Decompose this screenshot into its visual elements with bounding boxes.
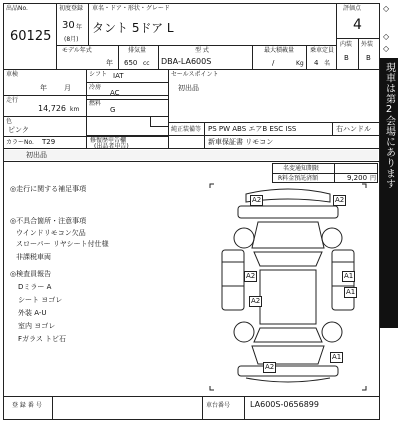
damage-mark: A2 [246,272,256,280]
recycle-label: R料金預託済額 [278,175,319,182]
damage-mark: A1 [332,353,342,361]
side-mark: ◇ [383,4,390,13]
warranty: 新車保証書 リモコン [208,138,274,146]
interior-label: 内装 [340,41,353,48]
damage-mark: A2 [265,363,275,371]
score-label: 評価点 [343,5,362,12]
color-no: T29 [42,138,56,146]
reg-no-label: 登 録 番 号 [12,402,42,409]
color-no-label: カラーNo. [6,139,34,146]
inspector-item: Fガラス トビ石 [18,335,67,343]
history-sub: (出品者申告) [94,143,129,150]
damage-mark: A2 [252,196,262,204]
color-label: 色 [6,118,13,125]
side-mark: ◇ [383,32,390,41]
first-reg-label: 初度登録 [59,5,84,12]
recycle-unit: 円 [370,175,377,182]
score: 4 [353,17,362,33]
max-load: / [272,59,275,67]
first-listing-banner [4,150,378,160]
model-type-label: 型 式 [195,47,209,54]
inspection-year-unit: 年 [40,84,47,92]
damage-mark: A1 [344,272,354,280]
fuel-label: 燃料 [89,100,102,107]
capacity-unit: 名 [324,60,331,67]
defect-item: スローパー リヤシート付仕様 [16,240,109,248]
era: 年 [76,24,83,31]
inspector-item: Dミラー A [18,283,52,291]
inspector-title: ◎検査員報告 [10,270,52,278]
damage-mark: A2 [335,196,345,204]
chassis-label: 車台番号 [206,402,231,409]
capacity-label: 乗車定員 [310,47,335,54]
car-name: タント 5ドア L [92,21,174,35]
inspector-item: シート ヨゴレ [18,296,63,304]
chassis-number: LA600S-0656899 [250,400,319,409]
first-reg-year: 30 [62,20,75,31]
inspector-item: 外装 A-U [18,309,47,317]
shift: IAT [113,72,124,80]
defect-item: 非課税車両 [16,253,51,261]
model-year-unit: 年 [106,59,113,67]
damage-mark: A2 [251,297,261,305]
inspection-month-unit: 月 [64,84,71,92]
defects-title: ◎不具合箇所・注意事項 [10,217,87,225]
equipment: PS PW ABS エアB ESC ISS [208,125,297,133]
steering: 右ハンドル [336,125,371,133]
max-load-unit: Kg [296,60,304,67]
side-mark: ◇ [383,44,390,53]
name-change-label: 名変通知期限 [283,165,320,172]
history-label: 修復歴申告欄 [90,137,127,144]
equipment-label: 純正装備等 [171,126,202,133]
lot-number: 60125 [10,29,52,44]
mileage-label: 走行 [6,97,19,104]
inspector-item: 室内 ヨゴレ [18,322,56,330]
fuel: G [110,106,116,114]
inspection-label: 車検 [6,71,19,78]
sales-point: 初出品 [178,84,199,92]
defect-item: ウインドリモコン欠品 [16,229,86,237]
interior-grade: B [344,54,349,62]
mileage-unit: km [70,106,80,113]
model-type: DBA-LA600S [161,57,212,66]
max-load-label: 最大積載量 [264,47,295,54]
displacement-unit: cc [143,60,150,67]
lot-label: 出品No. [6,5,28,12]
exterior-label: 外装 [361,41,374,48]
model-year-label: モデル年式 [62,47,92,54]
venue-banner: 現車は第2会場にあります [380,58,398,328]
ac: AC [110,89,120,97]
first-listing: 初出品 [26,151,47,159]
color: ピンク [8,126,29,134]
first-reg-month: (8月) [64,36,79,43]
damage-mark: A1 [346,288,356,296]
exterior-grade: B [366,54,371,62]
shift-label: シフト [89,71,108,78]
driving-notes-title: ◎走行に関する補足事項 [10,185,87,193]
car-name-label: 車名・ドア・形状・グレード [92,5,170,12]
ac-label: 冷房 [89,84,102,91]
mileage: 14,726 [38,104,66,113]
recycle-amount: 9,200 [347,174,368,182]
capacity: 4 [314,59,319,67]
displacement-label: 排気量 [128,47,147,54]
displacement: 650 [124,59,138,67]
sales-point-label: セールスポイント [171,71,219,78]
